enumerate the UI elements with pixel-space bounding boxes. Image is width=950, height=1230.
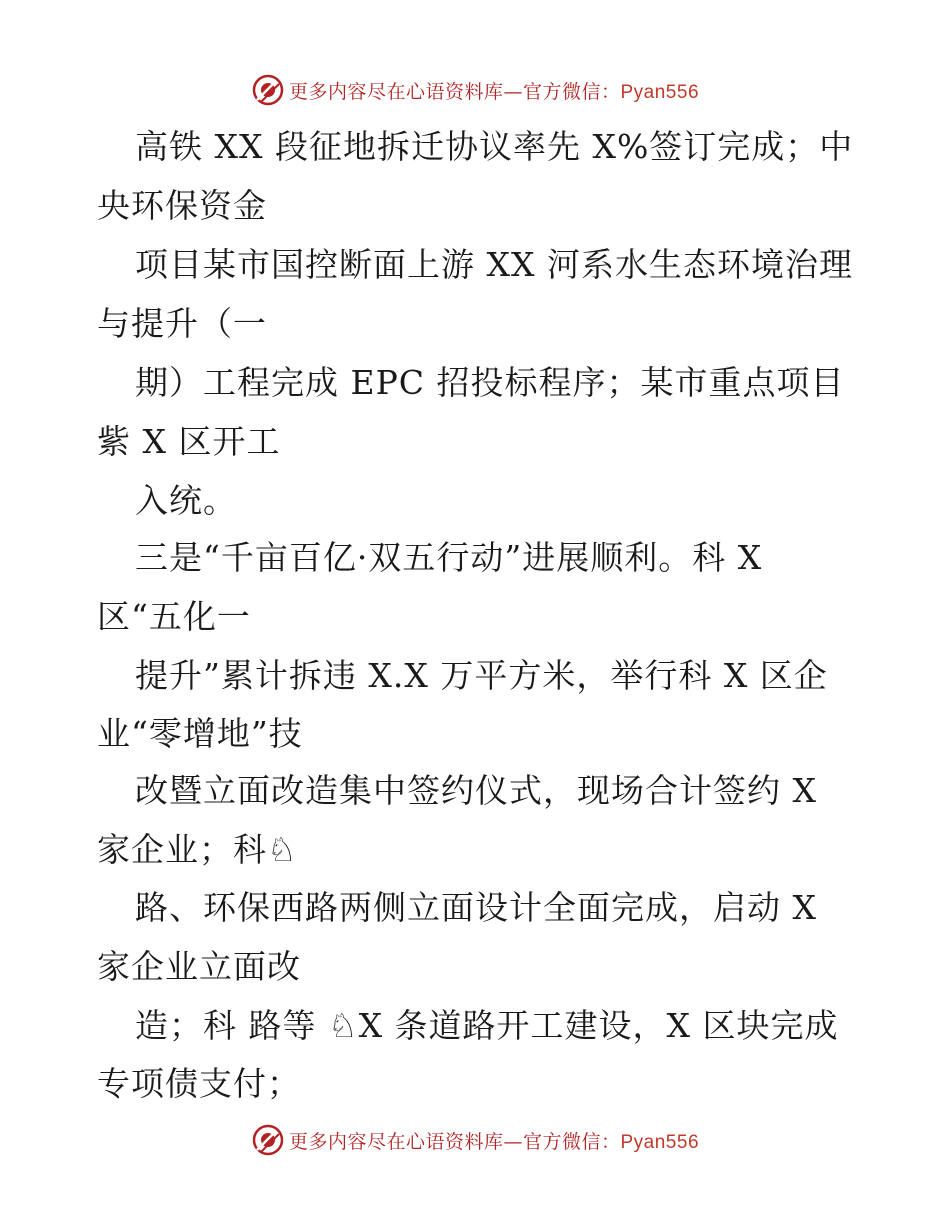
paragraph-line: 路、环保西路两侧立面设计全面完成，启动 X (135, 888, 817, 927)
paragraph-line: 高铁 XX 段征地拆迁协议率先 X%签订完成；中 (135, 127, 854, 166)
watermark-contact-label: 官方微信： (522, 80, 621, 103)
watermark-title: 更多内容尽在心语资料库 (288, 1130, 504, 1153)
footer-watermark-banner (0, 1120, 950, 1160)
paragraph-line: 与提升（一 (97, 304, 267, 343)
paragraph-line: 家企业；科♘ (97, 830, 298, 869)
watermark-contact-label: 官方微信： (522, 1130, 621, 1153)
paragraph-line: 家企业立面改 (97, 947, 301, 986)
paragraph-line: 入统。 (135, 481, 237, 520)
paragraph-line: 央环保资金 (97, 186, 267, 225)
paragraph-line: 项目某市国控断面上游 XX 河系水生态环境治理 (135, 245, 853, 284)
watermark-separator: — (503, 1130, 523, 1153)
paragraph-line: 改暨立面改造集中签约仪式，现场合计签约 X (135, 771, 817, 810)
watermark-title: 更多内容尽在心语资料库 (288, 80, 504, 103)
watermark-separator: — (503, 80, 523, 103)
watermark-handle: Pyan556 (620, 81, 700, 103)
paragraph-line: 三是“千亩百亿·双五行动”进展顺利。科 X (135, 538, 763, 577)
paragraph-line: 业“零增地”技 (97, 714, 303, 753)
logo-icon (251, 1123, 285, 1157)
watermark-handle: Pyan556 (620, 1131, 700, 1153)
paragraph-line: 提升”累计拆违 X.X 万平方米，举行科 X 区企 (135, 656, 828, 695)
paragraph-line: 专项债支付； (97, 1064, 301, 1103)
paragraph-line: 区“五化一 (97, 597, 251, 636)
paragraph-line: 造；科 路等 ♘X 条道路开工建设，X 区块完成 (135, 1006, 839, 1045)
watermark-text (289, 1127, 699, 1154)
paragraph-line: 紫 X 区开工 (97, 422, 281, 461)
paragraph-line: 期）工程完成 EPC 招投标程序；某市重点项目 (135, 363, 845, 402)
